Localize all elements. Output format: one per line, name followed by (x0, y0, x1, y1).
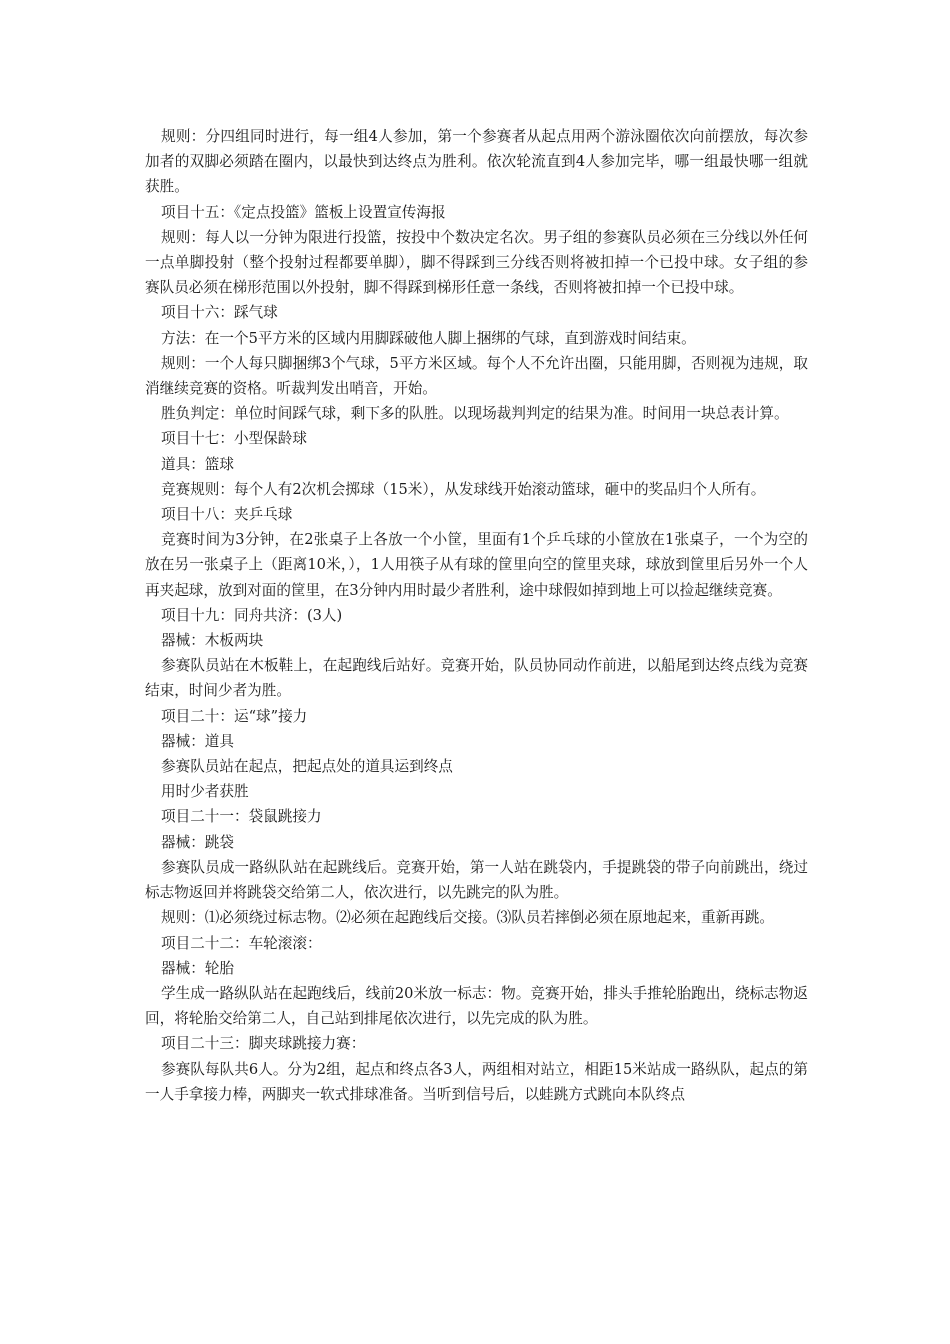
paragraph-rules-swim-ring: 规则：分四组同时进行，每一组4人参加，第一个参赛者从起点用两个游泳圈依次向前摆放，每次参加者的双脚必须踏在圈内，以最快到达终点为胜利。依次轮流直到4人参加完毕，哪一组最快哪一组就获胜。 (145, 128, 808, 196)
heading-item-17: 项目十七：小型保龄球 (161, 430, 307, 448)
paragraph-method-balloon: 方法：在一个5平方米的区域内用脚踩破他人脚上捆绑的气球，直到游戏时间结束。 (161, 329, 696, 347)
paragraph-rules-sack: 规则：⑴必须绕过标志物。⑵必须在起跑线后交接。⑶队员若摔倒必须在原地起来，重新再跳。 (161, 909, 774, 927)
paragraph-equipment-boards: 器械：木板两块 (161, 632, 264, 650)
heading-item-21: 项目二十一：袋鼠跳接力 (161, 808, 322, 826)
document-body (145, 124, 808, 1107)
paragraph-rules-pingpong: 竞赛时间为3分钟，在2张桌子上各放一个小筐，里面有1个乒乓球的小筐放在1张桌子，一个为空的放在另一张桌子上（距离10米，），1人用筷子从有球的筐里向空的筐里夹球，球放到筐里后另外一个人再夹起球，放到对面的筐里，在3分钟内用时最少者胜利，途中球假如掉到地上可以捡起继续竞赛。 (145, 531, 808, 599)
paragraph-method-foot-ball: 参赛队每队共6人。分为2组，起点和终点各3人，两组相对站立，相距15米站成一路纵队，起点的第一人手拿接力棒，两脚夹一软式排球准备。当听到信号后，以蛙跳方式跳向本队终点 (145, 1060, 808, 1103)
heading-item-15: 项目十五：《定点投篮》篮板上设置宣传海报 (161, 203, 446, 221)
heading-item-16: 项目十六：踩气球 (161, 304, 278, 322)
paragraph-method-tire: 学生成一路纵队站在起跑线后，线前20米放一标志：物。竞赛开始，排头手推轮胎跑出，绕标志物返回，将轮胎交给第二人，自己站到排尾依次进行，以先完成的队为胜。 (145, 984, 808, 1028)
heading-item-20: 项目二十：运“球”接力 (161, 707, 308, 725)
paragraph-equipment-tire: 器械：轮胎 (161, 959, 234, 977)
heading-item-23: 项目二十三：脚夹球跳接力赛： (161, 1035, 366, 1053)
heading-item-18: 项目十八：夹乒乓球 (161, 506, 293, 524)
paragraph-equipment-sack: 器械：跳袋 (161, 833, 234, 851)
paragraph-rules-shooting: 规则：每人以一分钟为限进行投篮，按投中个数决定名次。男子组的参赛队员必须在三分线以外任何一点单脚投射（整个投射过程都要单脚），脚不得踩到三分线否则将被扣掉一个已投中球。女子组的参赛队员必须在梯形范围以外投射，脚不得踩到梯形任意一条线，否则将被扣掉一个已投中球。 (145, 228, 808, 297)
paragraph-rules-balloon: 规则：一个人每只脚捆绑3个气球，5平方米区域。每个人不允许出圈，只能用脚，否则视为违规，取消继续竞赛的资格。听裁判发出哨音，开始。 (145, 354, 808, 398)
paragraph-judging-balloon: 胜负判定：单位时间踩气球，剩下多的队胜。以现场裁判判定的结果为准。时间用一块总表计算。 (161, 405, 789, 423)
paragraph-winner-relay: 用时少者获胜 (161, 783, 249, 801)
paragraph-rules-boat: 参赛队员站在木板鞋上，在起跑线后站好。竞赛开始，队员协同动作前进，以船尾到达终点线为竞赛结束，时间少者为胜。 (145, 657, 808, 700)
paragraph-method-sack: 参赛队员成一路纵队站在起跳线后。竞赛开始，第一人站在跳袋内，手提跳袋的带子向前跳出，绕过标志物返回并将跳袋交给第二人，依次进行，以先跳完的队为胜。 (145, 858, 808, 902)
paragraph-equipment-props: 器械：道具 (161, 732, 234, 750)
heading-item-22: 项目二十二：车轮滚滚： (161, 934, 322, 952)
paragraph-rules-relay: 参赛队员站在起点，把起点处的道具运到终点 (161, 758, 453, 776)
paragraph-rules-bowling: 竞赛规则：每个人有2次机会掷球（15米），从发球线开始滚动篮球，砸中的奖品归个人所有。 (161, 480, 766, 498)
paragraph-props-bowling: 道具：篮球 (161, 455, 234, 473)
heading-item-19: 项目十九：同舟共济：(3人) (161, 606, 343, 624)
